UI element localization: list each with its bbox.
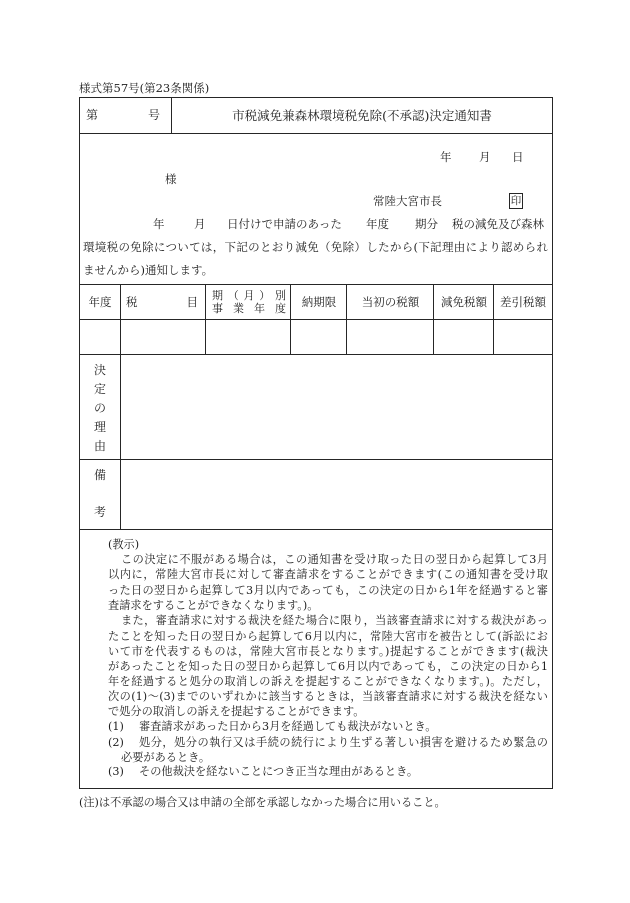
instruction-heading: (教示) <box>108 538 140 551</box>
notice-title: 市税減免兼森林環境税免除(不承認)決定通知書 <box>232 107 492 123</box>
instruction-line: また，審査請求に対する裁決を経た場合に限り，当該審査請求に対する裁決があっ <box>121 614 548 627</box>
instruction-item-number: (1) <box>108 720 124 733</box>
notice-body-line: ませんから)通知します。 <box>83 263 214 277</box>
remarks-area <box>121 460 552 529</box>
instruction-item-text: その他裁決を経ないことにつき正当な理由があるとき。 <box>139 765 419 778</box>
notice-body-line: 環境税の免除については，下記のとおり減免（免除）したから(下記理由により認められ <box>83 240 548 254</box>
application-year-label: 年 <box>153 217 165 231</box>
form-number: 様式第57号(第23条関係) <box>79 81 210 95</box>
tax-reduction-text: 税の減免及び森林 <box>452 217 544 231</box>
document-number-suffix: 号 <box>148 108 161 122</box>
column-header-period-line2: 事業年度 <box>212 302 286 315</box>
instruction-item-number: (2) <box>108 736 124 749</box>
blank-tax-row <box>80 320 552 354</box>
instruction-line: 査請求をすることができなくなります。)。 <box>108 599 319 612</box>
seal-stamp: 印 <box>510 195 522 207</box>
row-divider <box>79 133 553 134</box>
instruction-line: があったことを知った日の翌日から起算して6月以内であっても，この決定の日から1 <box>108 660 548 673</box>
instruction-item-text: 必要があるとき。 <box>121 751 211 764</box>
column-header-reduced-tax: 減免税額 <box>441 295 487 309</box>
column-header-tax-item: 税目 <box>126 295 198 309</box>
instruction-line: 以内に，常陸大宮市長に対して審査請求をすることができます(この通知書を受け取 <box>108 568 548 581</box>
addressee-honorific: 様 <box>165 172 177 186</box>
application-month-label: 月 <box>194 217 206 231</box>
instruction-item-text: 審査請求があった日から3月を経過しても裁決がないとき。 <box>139 720 437 733</box>
document-number-prefix: 第 <box>86 108 99 122</box>
instruction-line: たことを知った日の翌日から起算して6月以内に，常陸大宮市を被告として(訴訟にお <box>108 630 548 643</box>
instruction-item-number: (3) <box>108 765 124 778</box>
instruction-line: った日の翌日から起算して3月以内であっても，この決定の日から1年を経過すると審 <box>108 584 548 597</box>
application-date-text: 日付けで申請のあった <box>227 217 342 231</box>
column-header-due-date: 納期限 <box>301 295 337 309</box>
issue-date-day: 日 <box>512 150 524 164</box>
column-header-original-tax: 当初の税額 <box>361 295 420 309</box>
fiscal-year-label: 年度 <box>366 217 389 231</box>
column-header-period-line1: 期（月）別 <box>212 289 286 302</box>
instruction-item-text: 処分，処分の執行又は手続の続行により生ずる著しい損害を避けるため緊急の <box>139 736 548 749</box>
decision-reason-area <box>121 355 552 459</box>
instruction-line: この決定に不服がある場合は，この通知書を受け取った日の翌日から起算して3月 <box>121 553 548 566</box>
row-divider <box>79 529 553 530</box>
column-header-year: 年度 <box>88 295 112 309</box>
decision-reason-label: 決定の理由 <box>94 363 107 453</box>
remarks-label: 備考 <box>94 468 107 519</box>
instruction-line: いて市を代表するものは，常陸大宮市長となります。)提起することができます(裁決 <box>108 645 548 658</box>
issue-date-month: 月 <box>479 150 491 164</box>
instruction-line: 次の(1)～(3)までのいずれかに該当するときは，当該審査請求に対する裁決を経ない <box>108 690 548 703</box>
tax-period-label: 期分 <box>415 217 438 231</box>
footnote: (注)は不承認の場合又は申請の全部を承認しなかった場合に用いること。 <box>79 796 446 809</box>
instruction-line: で処分の取消しの訴えを提起することができます。 <box>108 705 365 718</box>
column-header-net-tax: 差引税額 <box>500 295 546 309</box>
issuer-name: 常陸大宮市長 <box>373 194 442 208</box>
issue-date-year: 年 <box>440 150 452 164</box>
instruction-line: 年を経過すると処分の取消しの訴えを提起することができなくなります。)。ただし， <box>108 675 548 688</box>
